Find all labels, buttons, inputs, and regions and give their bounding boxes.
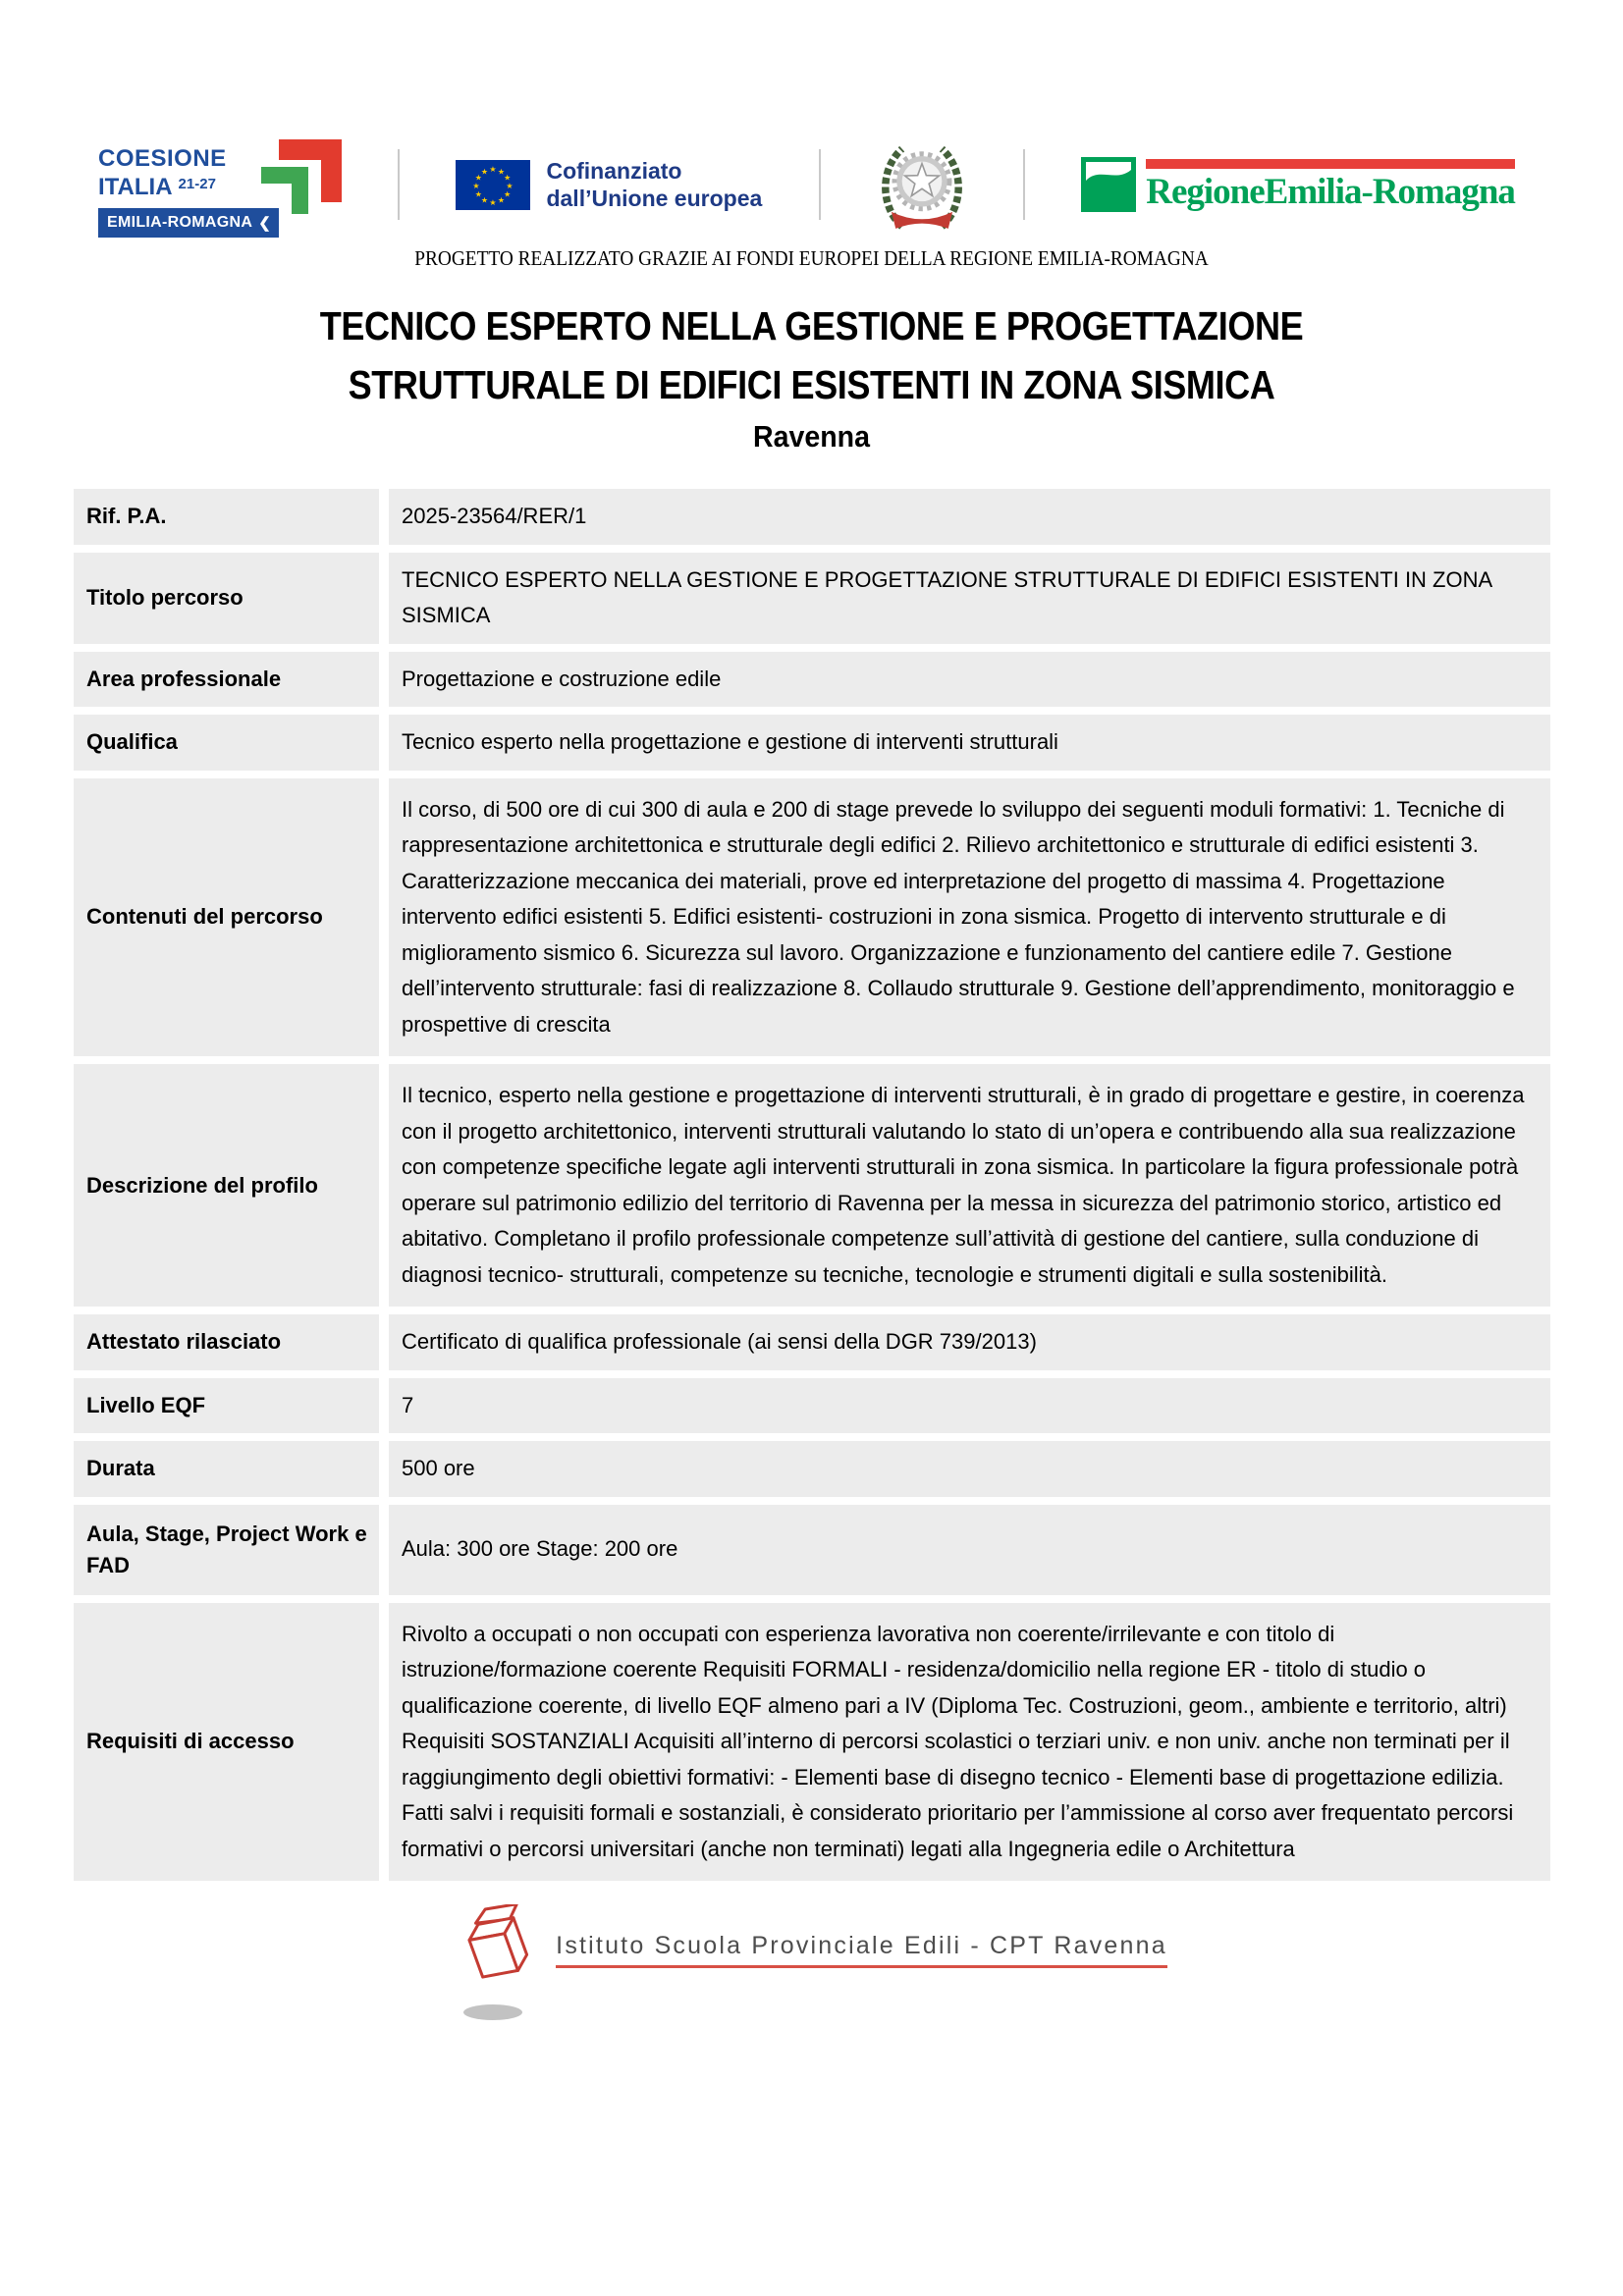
row-value: Il corso, di 500 ore di cui 300 di aula e 200 di stage prevede lo sviluppo dei seguenti moduli formativi: 1. Tecniche di rappresentazione architettonica e strutturale degli edifici 2. Rilievo architettonico e strutturale di edifici esistenti 3. Caratterizzazione meccanica dei materiali, prove ed interpretazione del progetto di massima 4. Progettazione intervento edifici esistenti 5. Edifici esistenti- costruzioni in zona sismica. Progetto di intervento strutturale e di miglioramento sismico 6. Sicurezza sul lavoro. Organizzazione e funzionamento del cantiere edile 7. Gestione dell’intervento strutturale: fasi di realizzazione 8. Collaudo strutturale 9. Gestione dell’apprendimento, monitoraggio e prospettive di crescita: [389, 778, 1550, 1057]
table-row: [74, 1441, 1550, 1497]
coesione-banner-label: EMILIA-ROMAGNA: [107, 214, 253, 231]
table-row: [74, 1378, 1550, 1434]
row-label: Titolo percorso: [74, 553, 379, 644]
logo-strip: [98, 130, 1515, 240]
row-label: Rif. P.A.: [74, 489, 379, 545]
svg-text:★: ★: [481, 166, 489, 176]
row-label: Contenuti del percorso: [74, 778, 379, 1057]
coesione-line1: COESIONE: [98, 145, 227, 172]
logo-divider: [819, 149, 821, 220]
row-value: 500 ore: [389, 1441, 1550, 1497]
footer: [0, 1904, 1623, 2026]
row-label: Qualifica: [74, 715, 379, 771]
table-row: [74, 553, 1550, 644]
svg-text:★: ★: [475, 173, 483, 182]
row-value: TECNICO ESPERTO NELLA GESTIONE E PROGETTAZIONE STRUTTURALE DI EDIFICI ESISTENTI IN ZONA SISMICA: [389, 553, 1550, 644]
svg-text:★: ★: [481, 195, 489, 205]
row-label: Requisiti di accesso: [74, 1603, 379, 1882]
italy-emblem-icon: [877, 132, 967, 238]
row-value: 7: [389, 1378, 1550, 1434]
svg-text:★: ★: [504, 189, 512, 198]
row-value: 2025-23564/RER/1: [389, 489, 1550, 545]
svg-text:★: ★: [506, 181, 514, 190]
table-row: [74, 1505, 1550, 1595]
table-row: [74, 1314, 1550, 1370]
table-row: [74, 489, 1550, 545]
cube-logo-icon: [456, 1904, 538, 2026]
svg-text:★: ★: [504, 173, 512, 182]
table-row: [74, 715, 1550, 771]
coesione-chevrons-icon: [247, 132, 342, 234]
coesione-italia-label: ITALIA: [98, 174, 173, 200]
footer-logo-text: Istituto Scuola Provinciale Edili - CPT Ravenna: [556, 1932, 1167, 1968]
table-row: [74, 1064, 1550, 1307]
banner-arrow-icon: ❮: [258, 214, 272, 232]
eu-flag-icon: [456, 160, 530, 210]
eu-line2: dall’Unione europea: [546, 186, 763, 211]
page-title: [0, 296, 1623, 459]
svg-text:★: ★: [489, 164, 498, 174]
eu-line1: Cofinanziato: [546, 158, 682, 184]
table-row: [74, 1603, 1550, 1882]
eu-logo-text: [546, 157, 762, 212]
regione-red-bar: [1146, 159, 1515, 169]
table-row: [74, 652, 1550, 708]
table-row: [74, 778, 1550, 1057]
regione-emilia-romagna-logo: [1081, 157, 1515, 212]
course-info-table: [74, 489, 1550, 1881]
svg-text:★: ★: [498, 166, 506, 176]
row-value: Rivolto a occupati o non occupati con esperienza lavorativa non coerente/irrilevante e con titolo di istruzione/formazione coerente Requisiti FORMALI - residenza/domicilio nella regione ER - titolo di studio o qualificazione coerente, di livello EQF almeno pari a IV (Diploma Tec. Costruzioni, geom., ambiente e territorio, altri) Requisiti SOSTANZIALI Acquisiti all’interno di percorsi scolastici o terziari univ. e non univ. anche non terminati per il raggiungimento degli obiettivi formativi: - Elementi base di disegno tecnico - Elementi base di progettazione edilizia. Fatti salvi i requisiti formali e sostanziali, è considerato prioritario per l’ammissione al corso aver frequentato percorsi formativi o percorsi universitari (anche non terminati) legati alla Ingegneria edile o Architettura: [389, 1603, 1550, 1882]
logo-divider: [1023, 149, 1025, 220]
svg-text:★: ★: [472, 181, 481, 190]
regione-name: RegioneEmilia-Romagna: [1146, 171, 1515, 212]
row-label: Attestato rilasciato: [74, 1314, 379, 1370]
row-label: Area professionale: [74, 652, 379, 708]
row-label: Livello EQF: [74, 1378, 379, 1434]
row-label: Durata: [74, 1441, 379, 1497]
svg-text:★: ★: [475, 189, 483, 198]
coesione-italia-logo: [98, 132, 342, 238]
title-line1: TECNICO ESPERTO NELLA GESTIONE E PROGETTAZIONE: [319, 303, 1304, 348]
eu-cofinanziato-logo: [456, 157, 762, 212]
regione-square-icon: [1081, 157, 1136, 212]
svg-text:★: ★: [498, 195, 506, 205]
logo-divider: [398, 149, 400, 220]
row-label: Descrizione del profilo: [74, 1064, 379, 1307]
svg-text:★: ★: [489, 197, 498, 207]
title-line2: STRUTTURALE DI EDIFICI ESISTENTI IN ZONA SISMICA: [348, 362, 1275, 407]
funding-caption: PROGETTO REALIZZATO GRAZIE AI FONDI EUROPEI DELLA REGIONE EMILIA-ROMAGNA: [414, 246, 1209, 270]
row-value: Aula: 300 ore Stage: 200 ore: [389, 1505, 1550, 1595]
row-value: Progettazione e costruzione edile: [389, 652, 1550, 708]
title-location: Ravenna: [753, 419, 870, 454]
chevron-green-icon: [261, 167, 308, 214]
row-value: Certificato di qualifica professionale (ai sensi della DGR 739/2013): [389, 1314, 1550, 1370]
regione-logo-text: [1146, 159, 1515, 211]
row-label: Aula, Stage, Project Work e FAD: [74, 1505, 379, 1595]
row-value: Il tecnico, esperto nella gestione e progettazione di interventi strutturali, è in grado di progettare e gestire, in coerenza con il progetto architettonico, interventi strutturali valutando lo stato di un’opera e contribuendo alla sua realizzazione con competenze specifiche legate agli interventi strutturali in zona sismica. In particolare la figura professionale potrà operare sul patrimonio edilizio del territorio di Ravenna per la messa in sicurezza del patrimonio storico, artistico ed abitativo. Completano il profilo professionale competenze sull’attività di gestione del cantiere, sulla conduzione di diagnosi tecnico- strutturali, competenze su tecniche, tecnologie e strumenti digitali e sulla sostenibilità.: [389, 1064, 1550, 1307]
coesione-years: 21-27: [178, 176, 216, 192]
row-value: Tecnico esperto nella progettazione e gestione di interventi strutturali: [389, 715, 1550, 771]
